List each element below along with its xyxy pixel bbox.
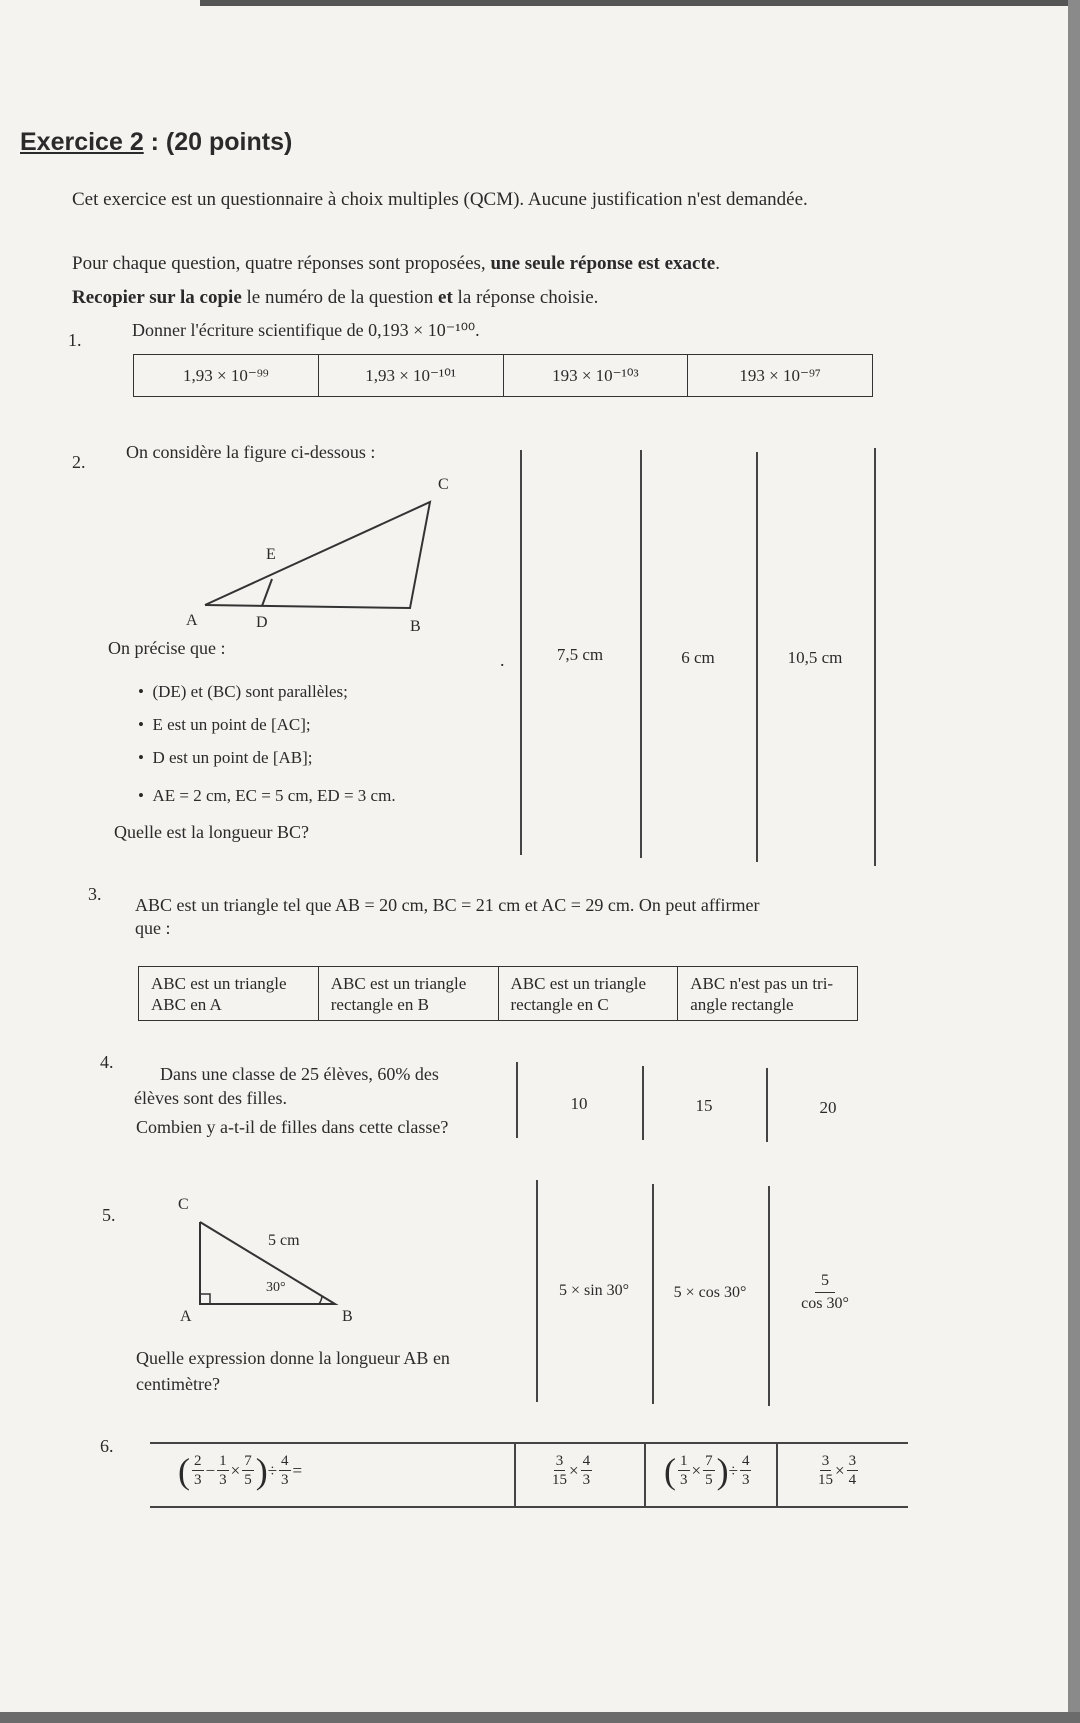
q3-text-2: que : [135, 918, 171, 938]
q2-bullet-4-text: AE = 2 cm, EC = 5 cm, ED = 3 cm. [152, 786, 396, 805]
bottom-edge-shadow [0, 1712, 1080, 1723]
q6-close-paren: ) [255, 1450, 268, 1491]
q1-text: Donner l'écriture scientifique de 0,193 × 10⁻¹⁰⁰. [132, 320, 480, 340]
q6-minus: − [205, 1460, 216, 1480]
q2-label-b: B [410, 618, 421, 635]
q5-label-a: A [180, 1308, 192, 1325]
q3-answer-2[interactable] [319, 967, 499, 1020]
q6-a2-op1: × [691, 1460, 702, 1480]
q5-question-1: Quelle expression donne la longueur AB en [136, 1348, 450, 1368]
intro-2-end: . [715, 253, 720, 274]
q1-answers-table [133, 354, 873, 397]
q3-answers-table [138, 966, 858, 1021]
q6-a1-f2-den: 3 [582, 1472, 591, 1488]
q6-a2-f3-den: 3 [741, 1472, 750, 1488]
q6-f2-den: 3 [219, 1472, 227, 1488]
q2-answer-1[interactable]: 7,5 cm [556, 645, 604, 664]
q2-triangle-figure [170, 470, 470, 640]
q6-a2-close-paren: ) [716, 1450, 729, 1491]
q5-label-c: C [178, 1196, 189, 1213]
q2-bullet-1: • (DE) et (BC) sont parallèles; [138, 682, 348, 701]
q6-fraction-3 [242, 1452, 254, 1489]
q6-a2-op2: ÷ [728, 1460, 738, 1480]
q3-number: 3. [88, 884, 102, 904]
q2-bullet-1-text: (DE) et (BC) sont parallèles; [152, 682, 348, 701]
q3-answer-3-line-2: rectangle en C [510, 994, 609, 1014]
q2-label-d: D [256, 614, 268, 631]
q6-answer-2[interactable] [664, 1452, 753, 1489]
q6-a2-open-paren: ( [664, 1450, 676, 1491]
q5-angle-arc [319, 1296, 322, 1304]
q6-a2-f2-den: 5 [705, 1472, 713, 1488]
q4-text-1: Dans une classe de 25 élèves, 60% des [160, 1064, 439, 1084]
intro-2-bold: une seule réponse est exacte [490, 253, 716, 274]
exercise-title-points: : (20 points) [143, 128, 293, 156]
q2-bullet-3-text: D est un point de [AB]; [152, 748, 313, 767]
q6-f4-num: 4 [281, 1453, 289, 1469]
q6-a3-op: × [835, 1460, 845, 1480]
q2-triangle-abc [205, 502, 430, 608]
q5-answer-3-denominator: cos 30° [801, 1295, 849, 1312]
q6-a2-f2-num: 7 [705, 1453, 713, 1469]
q2-segment-de [262, 579, 272, 606]
q3-answer-4[interactable] [678, 967, 857, 1020]
intro-3-part-b: le numéro de la question [241, 287, 439, 308]
q6-a1-fraction-2 [581, 1452, 593, 1489]
q6-fraction-2 [217, 1452, 229, 1489]
q6-a2-f3-num: 4 [741, 1453, 750, 1469]
q2-bullet-3: • D est un point de [AB]; [138, 748, 313, 767]
q1-answer-4[interactable]: 193 × 10⁻⁹⁷ [739, 366, 821, 385]
q3-answer-4-line-1: ABC n'est pas un tri- [690, 973, 834, 993]
q5-hypotenuse-label: 5 cm [268, 1232, 300, 1249]
q6-bottom-rule [150, 1506, 908, 1508]
q2-bullet-4: • AE = 2 cm, EC = 5 cm, ED = 3 cm. [138, 786, 396, 805]
q5-label-b: B [342, 1308, 353, 1325]
q6-a1-f1-num: 3 [555, 1453, 564, 1469]
q4-answer-2[interactable]: 15 [695, 1096, 713, 1115]
q5-question-2: centimètre? [136, 1374, 220, 1394]
q6-a2-fraction-2 [703, 1452, 715, 1489]
q6-equals: = [292, 1460, 303, 1480]
q1-answer-3[interactable]: 193 × 10⁻¹⁰³ [504, 355, 689, 396]
q6-a1-op: × [569, 1460, 579, 1480]
intro-3-bold-a: Recopier sur la copie [72, 287, 242, 308]
q3-answer-4-line-2: angle rectangle [690, 994, 794, 1014]
q6-fraction-1 [192, 1452, 204, 1489]
q2-precise: On précise que : [108, 638, 226, 658]
q3-answer-2-line-2: rectangle en B [330, 994, 429, 1014]
q1-number: 1. [68, 330, 82, 350]
right-edge-shadow [1068, 0, 1080, 1723]
exercise-title [20, 128, 292, 157]
q6-a3-fraction-2 [847, 1452, 859, 1489]
q5-right-triangle-figure [185, 1200, 345, 1310]
q6-a1-f1-den: 15 [552, 1472, 567, 1488]
q5-answer-3-numerator: 5 [815, 1270, 835, 1293]
q6-fraction-4 [279, 1452, 291, 1489]
q3-answer-3-line-1: ABC est un triangle [510, 973, 647, 993]
q4-answer-1[interactable]: 10 [570, 1094, 588, 1113]
q2-answer-2[interactable]: 6 cm [681, 648, 715, 667]
q6-a1-fraction-1 [552, 1452, 567, 1489]
q6-a2-f1-den: 3 [680, 1472, 688, 1488]
q2-label-a: A [186, 612, 198, 629]
q6-a3-f1-den: 15 [818, 1472, 833, 1488]
q5-answer-3[interactable] [790, 1270, 860, 1315]
q6-a3-f2-den: 4 [848, 1472, 857, 1488]
q2-answer-3[interactable]: 10,5 cm [787, 648, 843, 667]
q6-f1-den: 3 [194, 1472, 202, 1488]
q6-a2-fraction-1 [678, 1452, 690, 1489]
q6-f1-num: 2 [194, 1453, 202, 1469]
intro-3-bold-c: et [438, 287, 453, 308]
q6-number: 6. [100, 1436, 114, 1456]
q6-f2-num: 1 [219, 1453, 227, 1469]
q2-label-e: E [266, 546, 276, 563]
q6-f3-num: 7 [244, 1453, 252, 1469]
q1-answer-2[interactable]: 1,93 × 10⁻¹⁰¹ [319, 355, 504, 396]
q3-answer-1-line-2: ABC en A [151, 994, 222, 1014]
q5-answer-3-fraction [801, 1270, 849, 1315]
intro-paragraph-1: Cet exercice est un questionnaire à choix multiples (QCM). Aucune justification n'est demandée. [72, 189, 808, 210]
q6-expression [178, 1452, 302, 1489]
q3-text-1: ABC est un triangle tel que AB = 20 cm, BC = 21 cm et AC = 29 cm. On peut affirmer [135, 895, 760, 915]
q5-number: 5. [102, 1205, 116, 1225]
q5-answer-1[interactable]: 5 × sin 30° [558, 1282, 630, 1299]
q4-text-2: élèves sont des filles. [134, 1088, 287, 1108]
q6-a3-f2-num: 3 [848, 1453, 857, 1469]
q4-text-3: Combien y a-t-il de filles dans cette classe? [136, 1117, 449, 1137]
q2-question: Quelle est la longueur BC? [114, 822, 309, 842]
q2-divider-4 [874, 448, 876, 866]
q3-answer-3[interactable] [499, 967, 679, 1020]
q3-answer-1[interactable] [139, 967, 319, 1020]
q2-number: 2. [72, 452, 86, 472]
q2-bullet-2-text: E est un point de [AC]; [152, 715, 311, 734]
q6-f4-den: 3 [281, 1472, 289, 1488]
q6-answer-1[interactable] [550, 1452, 594, 1489]
q6-a2-fraction-3 [740, 1452, 752, 1489]
q6-a2-f1-num: 1 [680, 1453, 688, 1469]
exercise-title-underlined: Exercice 2 [20, 128, 144, 156]
intro-paragraph-2 [72, 252, 972, 276]
q4-answer-3[interactable]: 20 [819, 1098, 837, 1117]
q6-answer-3[interactable] [816, 1452, 860, 1489]
q6-a3-fraction-1 [818, 1452, 833, 1489]
q6-open-paren: ( [178, 1450, 190, 1491]
q6-divide: ÷ [267, 1460, 278, 1480]
q1-answer-1[interactable]: 1,93 × 10⁻⁹⁹ [134, 355, 319, 396]
q2-text: On considère la figure ci-dessous : [126, 442, 376, 462]
q6-top-rule [150, 1442, 908, 1444]
q2-dot: . [500, 650, 505, 670]
q6-times: × [230, 1460, 241, 1480]
q2-bullet-2: • E est un point de [AC]; [138, 715, 311, 734]
top-shadow [200, 0, 1080, 6]
q6-divider-2 [644, 1444, 646, 1506]
q6-a1-f2-num: 4 [582, 1453, 591, 1469]
q2-label-c: C [438, 476, 449, 493]
q6-f3-den: 5 [244, 1472, 252, 1488]
q3-answer-2-line-1: ABC est un triangle [330, 973, 467, 993]
intro-paragraph-3 [72, 286, 972, 310]
q6-a3-f1-num: 3 [821, 1453, 830, 1469]
q5-answer-2[interactable]: 5 × cos 30° [673, 1284, 747, 1301]
intro-2-part-a: Pour chaque question, quatre réponses sont proposées, [72, 253, 491, 274]
q3-answer-1-line-1: ABC est un triangle [151, 973, 287, 993]
q4-number: 4. [100, 1052, 114, 1072]
q6-divider-3 [776, 1444, 778, 1506]
q5-angle-label: 30° [266, 1280, 286, 1295]
q6-divider-1 [514, 1444, 516, 1506]
intro-3-part-d: la réponse choisie. [452, 287, 599, 308]
q5-right-angle-marker [200, 1294, 210, 1304]
q5-divider-3 [768, 1186, 770, 1406]
